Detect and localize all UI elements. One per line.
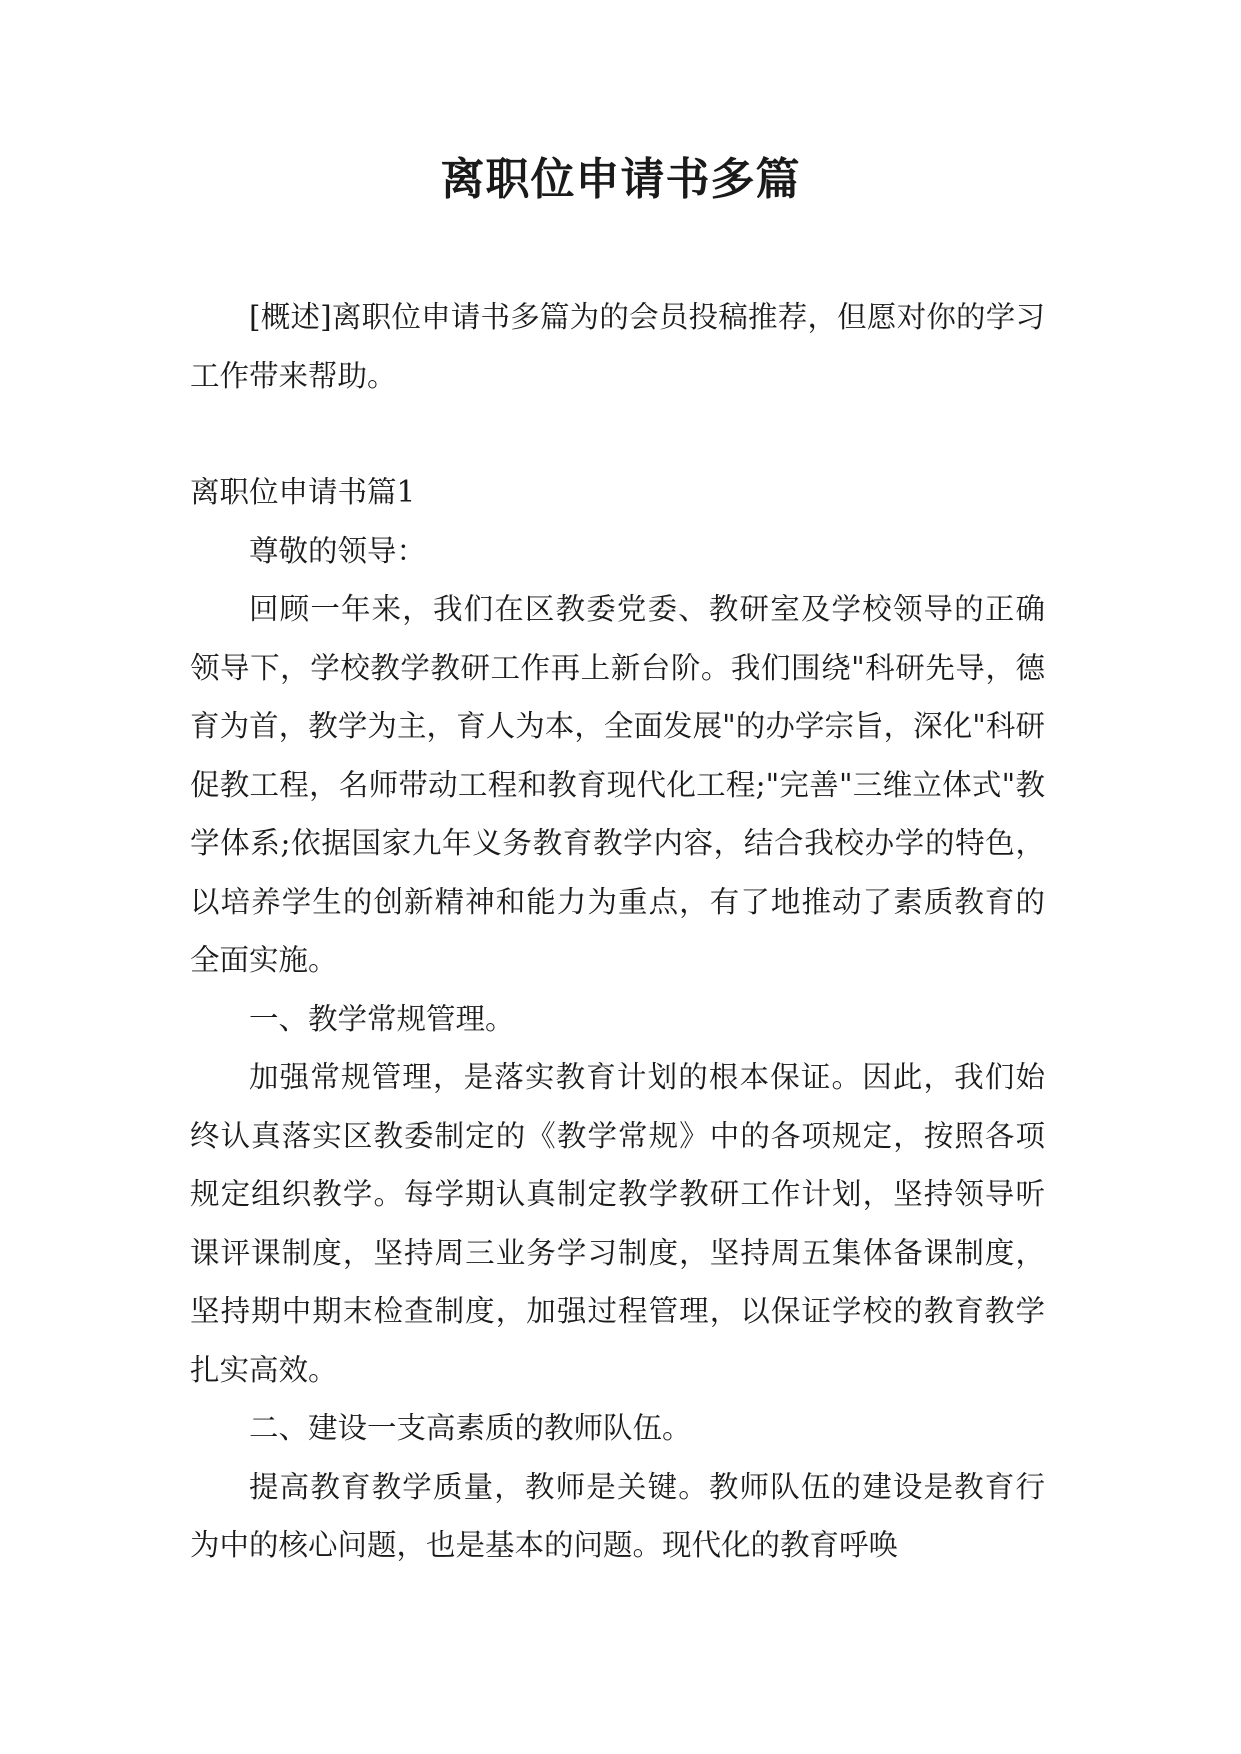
subheading: 二、建设一支高素质的教师队伍。	[249, 1411, 692, 1445]
document-title: 离职位申请书多篇	[440, 154, 801, 205]
section-heading: 离职位申请书篇1	[190, 475, 416, 509]
summary-paragraph: [概述]离职位申请书多篇为的会员投稿推荐，但愿对你的学习工作带来帮助。	[190, 300, 1045, 393]
document-body	[190, 288, 1045, 1575]
body-paragraph: 回顾一年来，我们在区教委党委、教研室及学校领导的正确领导下，学校教学教研工作再上新台阶。我们围绕"科研先导，德育为首，教学为主，育人为本，全面发展"的办学宗旨，深化"科研促教工程，名师带动工程和教育现代化工程;"完善"三维立体式"教学体系;依据国家九年义务教育教学内容，结合我校办学的特色，以培养学生的创新精神和能力为重点，有了地推动了素质教育的全面实施。	[190, 592, 1045, 977]
salutation: 尊敬的领导：	[249, 533, 427, 568]
body-paragraph: 提高教育教学质量，教师是关键。教师队伍的建设是教育行为中的核心问题，也是基本的问题。现代化的教育呼唤	[190, 1469, 1045, 1562]
subheading: 一、教学常规管理。	[249, 1001, 515, 1036]
body-paragraph: 加强常规管理，是落实教育计划的根本保证。因此，我们始终认真落实区教委制定的《教学常规》中的各项规定，按照各项规定组织教学。每学期认真制定教学教研工作计划，坚持领导听课评课制度，坚持周三业务学习制度，坚持周五集体备课制度，坚持期中期末检查制度，加强过程管理，以保证学校的教育教学扎实高效。	[190, 1060, 1045, 1387]
